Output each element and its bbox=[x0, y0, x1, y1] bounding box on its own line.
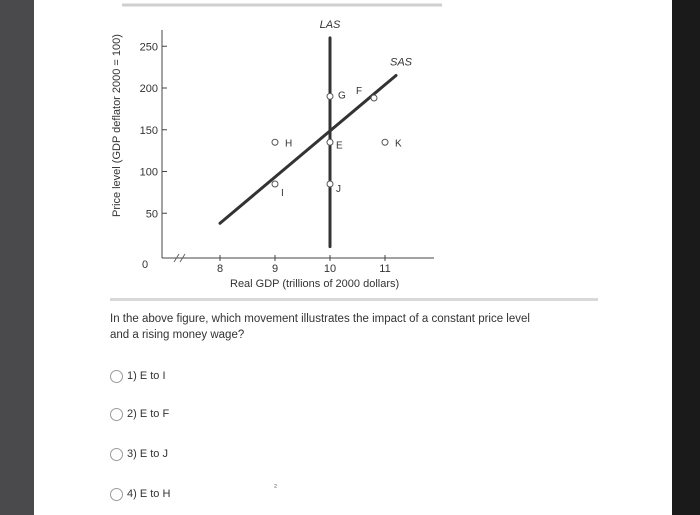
y-tick-label: 100 bbox=[139, 166, 158, 179]
point-h-marker bbox=[272, 139, 278, 145]
device-bezel-left bbox=[0, 0, 34, 515]
y-tick-label: 250 bbox=[139, 41, 158, 54]
point-h-label: H bbox=[285, 138, 293, 150]
separator bbox=[110, 298, 598, 301]
option-1[interactable] bbox=[110, 366, 166, 386]
option-label: 1) E to I bbox=[127, 370, 166, 382]
ticks-layer bbox=[140, 41, 391, 275]
option-label: 2) E to F bbox=[127, 408, 170, 420]
curves-layer bbox=[220, 19, 413, 247]
x-tick-label: 10 bbox=[323, 263, 337, 275]
option-label: 4) E to H bbox=[127, 488, 171, 500]
las-label: LAS bbox=[319, 18, 341, 31]
option-label: 3) E to J bbox=[127, 448, 168, 460]
x-tick-label: 11 bbox=[379, 263, 391, 275]
origin-label: 0 bbox=[142, 259, 149, 271]
point-f-label: F bbox=[356, 86, 363, 98]
option-2[interactable] bbox=[110, 404, 169, 424]
radio-button[interactable] bbox=[110, 488, 123, 501]
economics-figure bbox=[34, 0, 672, 300]
radio-button[interactable] bbox=[110, 448, 123, 461]
device-bezel-right bbox=[672, 0, 700, 515]
radio-button[interactable] bbox=[110, 408, 123, 421]
y-tick-label: 50 bbox=[145, 208, 158, 221]
point-i-marker bbox=[272, 181, 278, 187]
x-tick-label: 9 bbox=[271, 263, 279, 275]
x-tick-label: 8 bbox=[216, 263, 224, 275]
point-j-marker bbox=[327, 181, 333, 187]
sas-curve bbox=[220, 75, 396, 223]
stray-mark: ² bbox=[274, 482, 277, 492]
x-axis-label: Real GDP (trillions of 2000 dollars) bbox=[230, 278, 400, 290]
point-i-label: I bbox=[281, 188, 284, 200]
sas-label: SAS bbox=[389, 56, 413, 69]
point-e-marker bbox=[327, 139, 333, 145]
point-g-label: G bbox=[338, 90, 346, 102]
y-axis-label: Price level (GDP deflator 2000 = 100) bbox=[111, 34, 123, 217]
y-tick-label: 150 bbox=[139, 124, 158, 137]
question-text: In the above figure, which movement illustrates the impact of a constant price level and a rising money wage? bbox=[110, 313, 530, 341]
option-4[interactable] bbox=[110, 484, 170, 504]
point-f-marker bbox=[371, 95, 377, 101]
y-tick-label: 200 bbox=[139, 83, 158, 95]
point-k-marker bbox=[382, 139, 388, 145]
point-g-marker bbox=[327, 93, 333, 99]
radio-button[interactable] bbox=[110, 370, 123, 383]
point-e-label: E bbox=[336, 140, 343, 152]
option-3[interactable] bbox=[110, 444, 168, 464]
points-layer bbox=[272, 86, 402, 199]
question-screen bbox=[34, 0, 672, 515]
point-j-label: J bbox=[336, 184, 341, 196]
point-k-label: K bbox=[395, 138, 402, 150]
